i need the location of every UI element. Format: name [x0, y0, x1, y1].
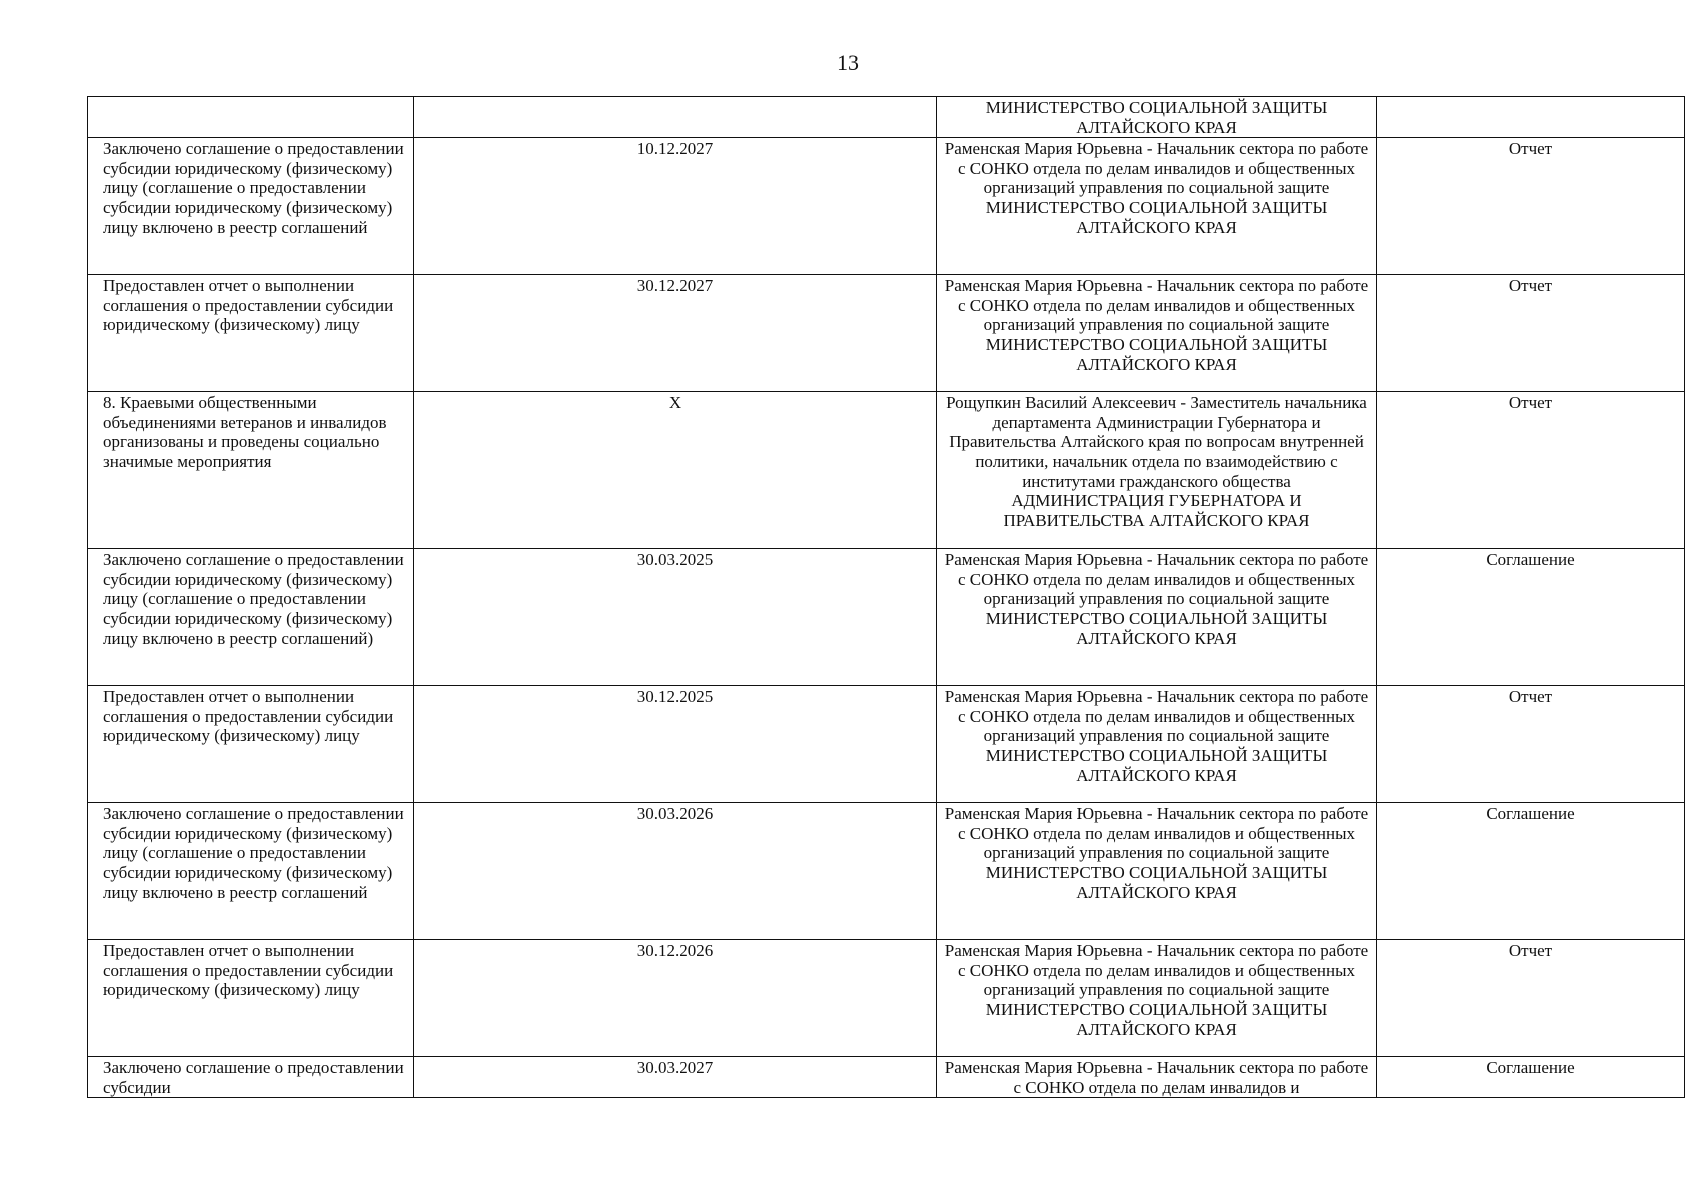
table-row — [88, 392, 1685, 549]
document-cell: Отчет — [1377, 940, 1685, 1057]
responsible-cell — [937, 138, 1377, 275]
responsible-person: Раменская Мария Юрьевна - Начальник сектора по работе с СОНКО отдела по делам инвалидов и общественных организаций управления по социальной защите — [944, 550, 1369, 609]
responsible-cell — [937, 803, 1377, 940]
event-cell: Заключено соглашение о предоставлении субсидии юридическому (физическому) лицу (соглашение о предоставлении субсидии юридическому (физическому) лицу включено в реестр соглашений) — [88, 549, 414, 686]
responsible-person: Раменская Мария Юрьевна - Начальник сектора по работе с СОНКО отдела по делам инвалидов и общественных организаций управления по социальной защите — [944, 139, 1369, 198]
table-row — [88, 97, 1685, 138]
responsible-organization: МИНИСТЕРСТВО СОЦИАЛЬНОЙ ЗАЩИТЫ АЛТАЙСКОГО КРАЯ — [985, 98, 1328, 137]
plan-table — [87, 96, 1685, 1098]
event-cell: Заключено соглашение о предоставлении субсидии — [88, 1057, 414, 1098]
date-cell: 30.12.2026 — [414, 940, 937, 1057]
responsible-cell — [937, 686, 1377, 803]
table-row — [88, 803, 1685, 940]
page-number: 13 — [837, 50, 859, 75]
table-row — [88, 549, 1685, 686]
responsible-cell — [937, 549, 1377, 686]
table-row — [88, 138, 1685, 275]
responsible-cell — [937, 275, 1377, 392]
date-cell: 30.03.2026 — [414, 803, 937, 940]
date-cell: Х — [414, 392, 937, 549]
date-cell: 30.03.2027 — [414, 1057, 937, 1098]
document-cell: Отчет — [1377, 275, 1685, 392]
event-cell: Предоставлен отчет о выполнении соглашения о предоставлении субсидии юридическому (физическому) лицу — [88, 686, 414, 803]
responsible-person: Раменская Мария Юрьевна - Начальник сектора по работе с СОНКО отдела по делам инвалидов и общественных организаций управления по социальной защите — [944, 276, 1369, 335]
table-row — [88, 940, 1685, 1057]
responsible-cell — [937, 97, 1377, 138]
event-cell: 8. Краевыми общественными объединениями ветеранов и инвалидов организованы и проведены социально значимые мероприятия — [88, 392, 414, 549]
event-cell: Предоставлен отчет о выполнении соглашения о предоставлении субсидии юридическому (физическому) лицу — [88, 275, 414, 392]
responsible-organization: МИНИСТЕРСТВО СОЦИАЛЬНОЙ ЗАЩИТЫ АЛТАЙСКОГО КРАЯ — [985, 197, 1328, 237]
document-cell: Соглашение — [1377, 549, 1685, 686]
responsible-cell — [937, 940, 1377, 1057]
responsible-person: Раменская Мария Юрьевна - Начальник сектора по работе с СОНКО отдела по делам инвалидов и общественных организаций управления по социальной защите — [944, 687, 1369, 746]
event-cell: Предоставлен отчет о выполнении соглашения о предоставлении субсидии юридическому (физическому) лицу — [88, 940, 414, 1057]
date-cell: 30.12.2025 — [414, 686, 937, 803]
responsible-cell — [937, 392, 1377, 549]
document-cell: Отчет — [1377, 392, 1685, 549]
date-cell: 30.03.2025 — [414, 549, 937, 686]
event-cell: Заключено соглашение о предоставлении субсидии юридическому (физическому) лицу (соглашение о предоставлении субсидии юридическому (физическому) лицу включено в реестр соглашений — [88, 803, 414, 940]
responsible-cell — [937, 1057, 1377, 1098]
responsible-organization: МИНИСТЕРСТВО СОЦИАЛЬНОЙ ЗАЩИТЫ АЛТАЙСКОГО КРАЯ — [985, 862, 1328, 902]
responsible-person: Раменская Мария Юрьевна - Начальник сектора по работе с СОНКО отдела по делам инвалидов и общественных организаций управления по социальной защите — [944, 941, 1369, 1000]
responsible-organization: МИНИСТЕРСТВО СОЦИАЛЬНОЙ ЗАЩИТЫ АЛТАЙСКОГО КРАЯ — [985, 745, 1328, 785]
responsible-organization: МИНИСТЕРСТВО СОЦИАЛЬНОЙ ЗАЩИТЫ АЛТАЙСКОГО КРАЯ — [985, 608, 1328, 648]
date-cell: 10.12.2027 — [414, 138, 937, 275]
responsible-organization: МИНИСТЕРСТВО СОЦИАЛЬНОЙ ЗАЩИТЫ АЛТАЙСКОГО КРАЯ — [985, 334, 1328, 374]
table-row — [88, 686, 1685, 803]
document-cell: Соглашение — [1377, 1057, 1685, 1098]
document-cell: Соглашение — [1377, 803, 1685, 940]
document-cell — [1377, 97, 1685, 138]
table-row — [88, 275, 1685, 392]
responsible-organization: МИНИСТЕРСТВО СОЦИАЛЬНОЙ ЗАЩИТЫ АЛТАЙСКОГО КРАЯ — [985, 999, 1328, 1039]
event-cell: Заключено соглашение о предоставлении субсидии юридическому (физическому) лицу (соглашение о предоставлении субсидии юридическому (физическому) лицу включено в реестр соглашений — [88, 138, 414, 275]
document-cell: Отчет — [1377, 138, 1685, 275]
date-cell: 30.12.2027 — [414, 275, 937, 392]
responsible-person: Раменская Мария Юрьевна - Начальник сектора по работе с СОНКО отдела по делам инвалидов и — [944, 1058, 1369, 1097]
event-cell — [88, 97, 414, 138]
table-row — [88, 1057, 1685, 1098]
document-cell: Отчет — [1377, 686, 1685, 803]
date-cell — [414, 97, 937, 138]
responsible-person: Рощупкин Василий Алексеевич - Заместитель начальника департамента Администрации Губернатора и Правительства Алтайского края по вопросам внутренней политики, начальник отдела по взаимодействию с институтами гражданского общества — [946, 393, 1367, 491]
responsible-organization: АДМИНИСТРАЦИЯ ГУБЕРНАТОРА И ПРАВИТЕЛЬСТВА АЛТАЙСКОГО КРАЯ — [1003, 491, 1310, 530]
responsible-person: Раменская Мария Юрьевна - Начальник сектора по работе с СОНКО отдела по делам инвалидов и общественных организаций управления по социальной защите — [944, 804, 1369, 863]
